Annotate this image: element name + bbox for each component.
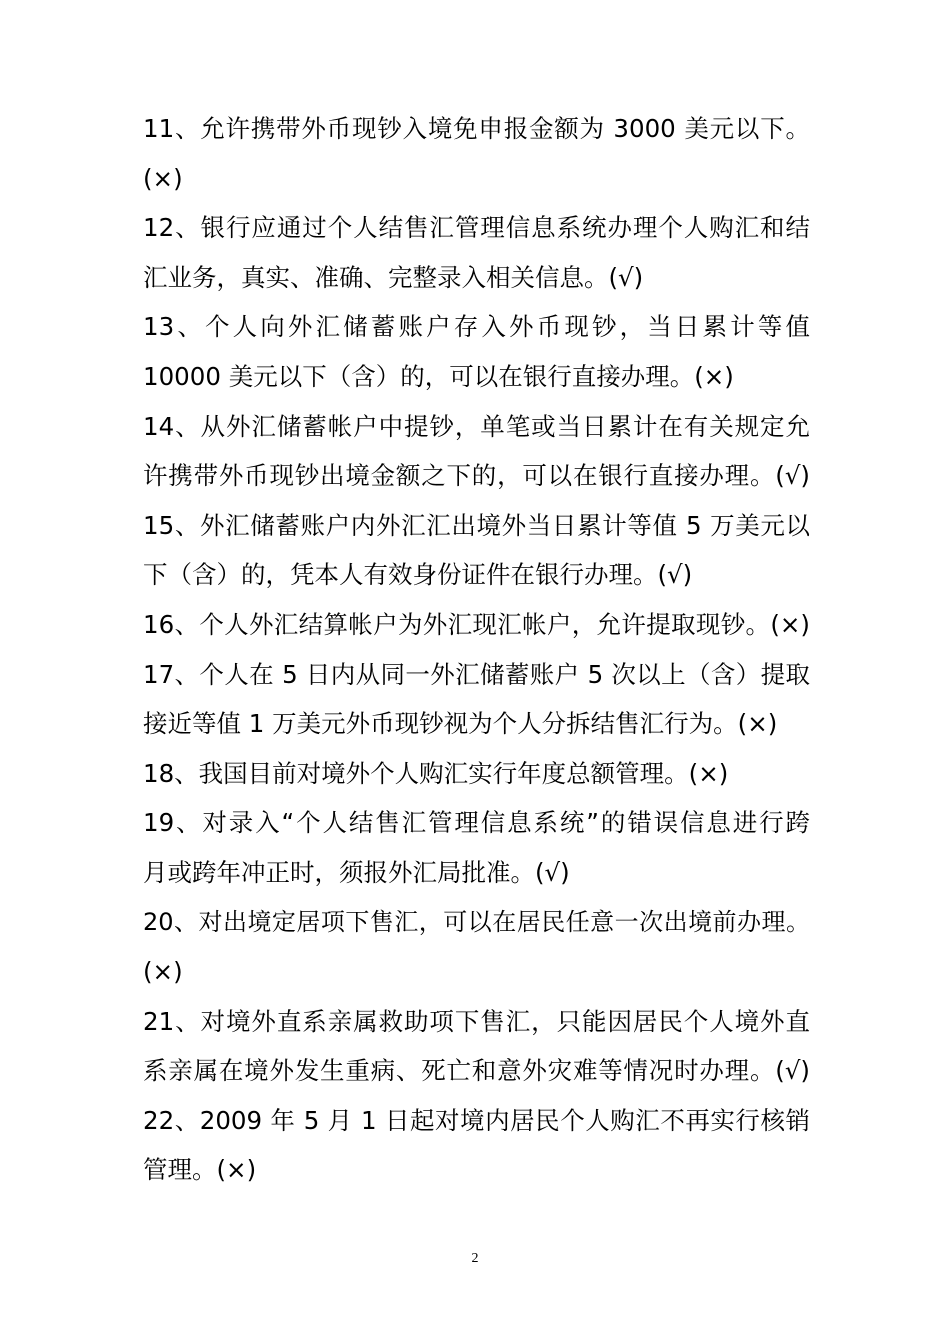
text-line: 10000 美元以下（含）的，可以在银行直接办理。(×): [143, 361, 734, 391]
text-line: 12、银行应通过个人结售汇管理信息系统办理个人购汇和结: [143, 213, 810, 243]
text-line: (×): [143, 163, 183, 193]
text-line: 17、个人在 5 日内从同一外汇储蓄账户 5 次以上（含）提取: [143, 659, 810, 689]
text-line: 系亲属在境外发生重病、死亡和意外灾难等情况时办理。(√): [143, 1056, 810, 1086]
text-line: 19、对录入“个人结售汇管理信息系统”的错误信息进行跨: [143, 808, 810, 838]
text-line: 13、个人向外汇储蓄账户存入外币现钞，当日累计等值: [143, 312, 810, 342]
text-line: 15、外汇储蓄账户内外汇汇出境外当日累计等值 5 万美元以: [143, 510, 810, 540]
text-line: 21、对境外直系亲属救助项下售汇，只能因居民个人境外直: [143, 1006, 810, 1036]
text-line: 16、个人外汇结算帐户为外汇现汇帐户，允许提取现钞。(×): [143, 609, 810, 639]
text-line: 管理。(×): [143, 1155, 257, 1185]
page-number: 2: [471, 1251, 479, 1266]
text-line: 许携带外币现钞出境金额之下的，可以在银行直接办理。(√): [143, 461, 810, 491]
text-line: 22、2009 年 5 月 1 日起对境内居民个人购汇不再实行核销: [143, 1105, 810, 1135]
text-line: 11、允许携带外币现钞入境免申报金额为 3000 美元以下。: [143, 114, 810, 143]
document-body: [143, 104, 810, 1195]
text-line: 月或跨年冲正时，须报外汇局批准。(√): [143, 857, 570, 887]
text-line: 汇业务，真实、准确、完整录入相关信息。(√): [143, 262, 644, 292]
text-line: (×): [143, 957, 183, 987]
text-line: 20、对出境定居项下售汇，可以在居民任意一次出境前办理。: [143, 907, 810, 936]
text-line: 18、我国目前对境外个人购汇实行年度总额管理。(×): [143, 758, 729, 788]
text-line: 下（含）的，凭本人有效身份证件在银行办理。(√): [143, 560, 693, 590]
text-line: 接近等值 1 万美元外币现钞视为个人分拆结售汇行为。(×): [143, 709, 778, 739]
text-line: 14、从外汇储蓄帐户中提钞，单笔或当日累计在有关规定允: [143, 411, 810, 441]
